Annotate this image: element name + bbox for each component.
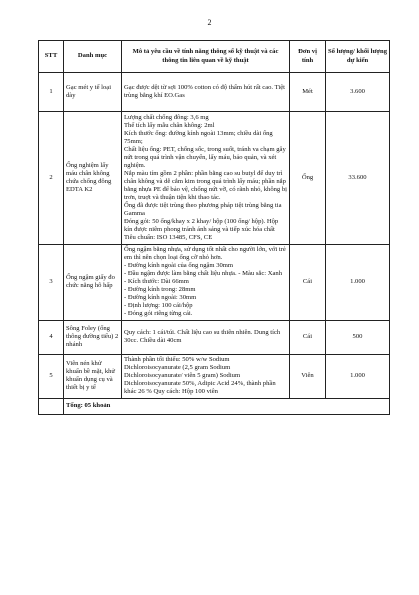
row-stt: 3 [39,244,64,320]
spec-line: Nắp màu tím gồm 2 phần: phần bằng cao su butyl để duy trì chân không và dễ cắm kim trong quá trình lấy máu; phần nắp bằng nhựa PE để bảo vệ, chống nứt vỡ, có rãnh nhỏ, không bị trơn, truợt và thuận tiện khi thao tác. [124,169,287,201]
row-unit: Mét [290,73,326,112]
table-total-row [39,398,390,414]
spec-line: Lượng chất chống đông: 3,6 mg [124,113,209,121]
row-stt: 1 [39,73,64,112]
row-name: Viên nén khử khuẩn bề mặt, khử khuẩn dụng cụ và thiết bị y tế [64,354,122,398]
spec-line: - Đầu ngậm được làm bằng chất liệu nhựa. - Màu sắc: Xanh [124,270,283,278]
header-stt: STT [39,41,64,73]
spec-line: Ống đã được tiệt trùng theo phương pháp tiệt trùng bằng tia Gamma [124,201,282,217]
spec-line: - Đường kính trong: 28mm [124,286,196,294]
spec-line: - Đóng gói riêng từng cái. [124,310,193,318]
row-spec [122,244,290,320]
spec-line: Chất liệu ống: PET, chống sốc, trong suốt, tránh va chạm gây nứt trong quá trình vận chuyển, lấy máu, bảo quản, và xét nghiệm. [124,145,286,169]
total-label: Tổng: 05 khoản [64,398,390,414]
header-unit: Đơn vị tính [290,41,326,73]
header-qty: Số lượng/ khối lượng dự kiến [326,41,390,73]
spec-line: Kích thước ống: đường kính ngoài 13mm; chiều dài ống 75mm; [124,129,273,145]
spec-line: Gạc được dệt từ sợi 100% cotton có độ thấm hút rất cao. Tiệt trùng bằng khí EO.Gas [124,83,285,99]
row-name: Sông Foley (ống thông đường tiểu) 2 nhánh [64,320,122,354]
spec-line: - Đường kính ngoài: 30mm [124,294,197,302]
row-unit: Cái [290,244,326,320]
spec-line: Ống ngậm bằng nhựa, sử dụng tốt nhất cho người lớn, với trẻ em thì nên chọn loại ống cỡ nhỏ hơn. [124,246,286,262]
table-row [39,73,390,112]
row-qty: 1.000 [326,244,390,320]
row-qty: 3.600 [326,73,390,112]
row-unit: Viên [290,354,326,398]
row-name: Ống nghiệm lấy máu chân không chứa chống đông EDTA K2 [64,112,122,245]
spec-line: Thể tích lấy mẫu chân không: 2ml [124,121,215,129]
spec-line: Thành phần tối thiểu: 50% w/w Sodium Dichloroisocyanurate (2,5 gram Sodium Dichloroisocyanurate/ viên 5 gram) Sodium Dichloroisocyanurate 50%, Adipic Acid 24%, thành phần khác 26 % Quy cách: Hộp 100 viên [124,356,276,396]
row-name: Ống ngậm giấy đo chức năng hô hấp [64,244,122,320]
row-spec [122,112,290,245]
row-stt: 4 [39,320,64,354]
row-spec [122,73,290,112]
table-row [39,354,390,398]
table-row [39,244,390,320]
spec-line: Tiêu chuẩn: ISO 13485, CFS, CE [124,233,213,241]
row-qty: 500 [326,320,390,354]
row-unit: Cái [290,320,326,354]
spec-line: Quy cách: 1 cái/túi. Chất liệu cao su thiên nhiên. Dung tích 30cc. Chiều dài 40cm [124,329,281,345]
row-qty: 33.600 [326,112,390,245]
table-row [39,320,390,354]
page-number: 2 [207,18,212,27]
table-row [39,112,390,245]
row-name: Gạc mét y tế loại dày [64,73,122,112]
row-unit: Ống [290,112,326,245]
row-qty: 1.000 [326,354,390,398]
total-blank [39,398,64,414]
row-stt: 2 [39,112,64,245]
spec-line: - Đường kính ngoài của ống ngậm 30mm [124,262,234,270]
table-header-row [39,41,390,73]
row-stt: 5 [39,354,64,398]
technical-spec-table [38,40,390,415]
row-spec [122,354,290,398]
spec-line: Đóng gói: 50 ống/khay x 2 khay/ hộp (100 ống/ hộp). Hộp kín được niêm phong tránh ánh sáng và tiếp xúc hóa chất [124,217,279,233]
spec-line: - Kích thước: Dài 66mm [124,278,189,286]
header-name: Danh mục [64,41,122,73]
header-spec: Mô tả yêu cầu về tính năng thông số kỹ thuật và các thông tin liên quan về kỹ thuật [122,41,290,73]
spec-line: - Định lượng: 100 cái/hộp [124,302,193,310]
row-spec [122,320,290,354]
